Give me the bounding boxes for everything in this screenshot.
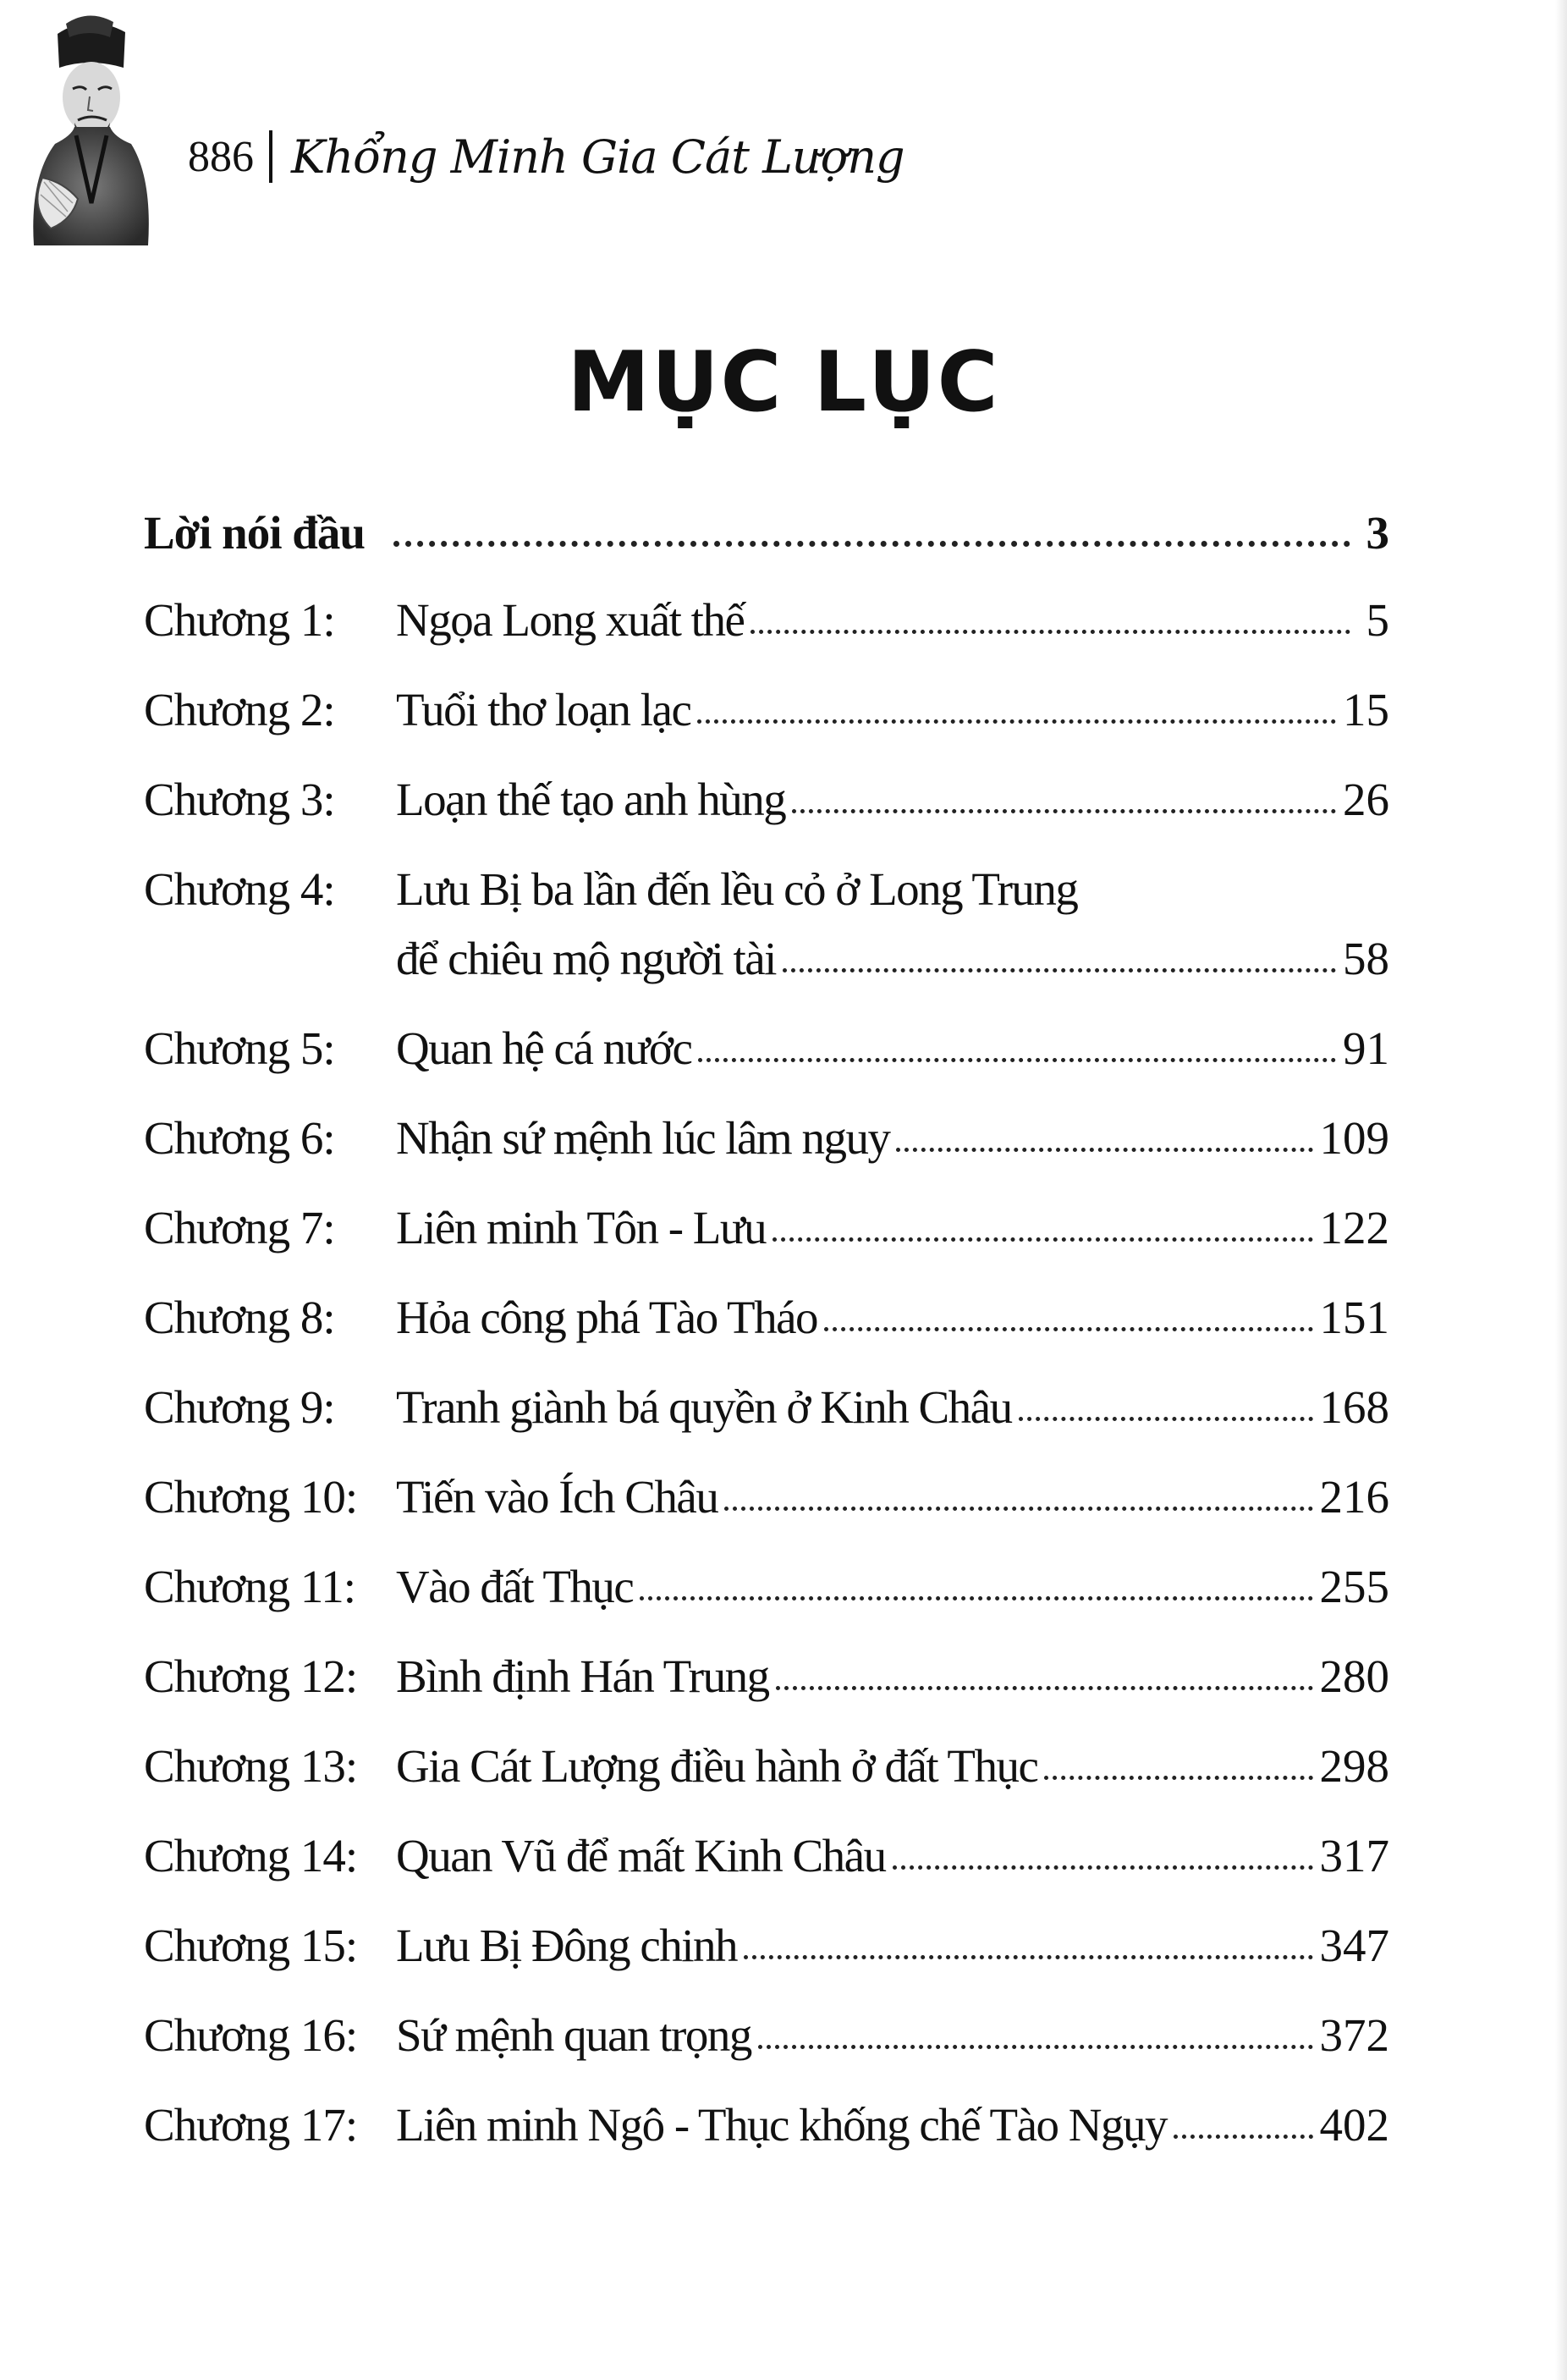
header-page-number: 886 — [188, 132, 254, 181]
toc-entry-chapter-13[interactable] — [144, 1739, 1389, 1829]
toc-entry-chapter-2[interactable] — [144, 683, 1389, 773]
toc-entry-chapter-3[interactable] — [144, 773, 1389, 862]
dot-leader — [773, 1237, 1312, 1242]
toc-chapter-page: 122 — [1319, 1202, 1389, 1253]
toc-chapter-page: 5 — [1366, 594, 1389, 646]
toc-chapter-title-continued: để chiêu mộ người tài — [396, 933, 776, 984]
toc-chapter-label: Chương 4: — [144, 863, 335, 915]
toc-chapter-title: Hỏa công phá Tào Tháo — [396, 1292, 817, 1343]
toc-entry-chapter-7[interactable] — [144, 1201, 1389, 1291]
toc-chapter-label: Chương 5: — [144, 1022, 335, 1074]
toc-chapter-title: Gia Cát Lượng điều hành ở đất Thục — [396, 1740, 1038, 1792]
toc-chapter-label: Chương 3: — [144, 774, 335, 825]
toc-chapter-label: Chương 6: — [144, 1112, 335, 1164]
toc-chapter-title: Tranh giành bá quyền ở Kinh Châu — [396, 1381, 1012, 1433]
toc-chapter-label: Chương 8: — [144, 1292, 335, 1343]
toc-chapter-label: Chương 9: — [144, 1381, 335, 1433]
toc-chapter-page: 216 — [1319, 1471, 1389, 1523]
dot-leader — [758, 2045, 1313, 2049]
toc-chapter-label: Chương 12: — [144, 1650, 358, 1702]
toc-chapter-title: Nhận sứ mệnh lúc lâm nguy — [396, 1112, 890, 1164]
header-book-title: Khổng Minh Gia Cát Lượng — [291, 129, 904, 184]
dot-leader — [697, 719, 1336, 724]
toc-entry-chapter-11[interactable] — [144, 1560, 1389, 1650]
toc-chapter-label: Chương 13: — [144, 1740, 358, 1792]
dot-leader — [724, 1507, 1312, 1511]
toc-chapter-title: Tiến vào Ích Châu — [396, 1471, 718, 1523]
table-of-contents — [144, 506, 1389, 2188]
toc-entry-chapter-9[interactable] — [144, 1380, 1389, 1470]
toc-chapter-page: 109 — [1319, 1112, 1389, 1164]
toc-chapter-title: Bình định Hán Trung — [396, 1650, 769, 1702]
toc-entry-chapter-8[interactable] — [144, 1291, 1389, 1380]
dot-leader — [1019, 1417, 1313, 1421]
dot-leader — [792, 809, 1336, 813]
toc-entry-intro[interactable] — [144, 506, 1389, 593]
toc-chapter-title: Loạn thế tạo anh hùng — [396, 774, 786, 825]
toc-chapter-page: 347 — [1319, 1920, 1389, 1971]
toc-chapter-label: Chương 16: — [144, 2009, 358, 2061]
toc-chapter-page: 26 — [1343, 774, 1389, 825]
dot-leader — [751, 630, 1350, 634]
toc-chapter-label: Chương 7: — [144, 1202, 335, 1253]
toc-chapter-page: 298 — [1319, 1740, 1389, 1792]
toc-entry-label: Lời nói đầu — [144, 507, 365, 559]
toc-entry-chapter-16[interactable] — [144, 2008, 1389, 2098]
toc-entry-chapter-17[interactable] — [144, 2098, 1389, 2188]
toc-entry-chapter-15[interactable] — [144, 1919, 1389, 2008]
dot-leader — [783, 968, 1336, 972]
dot-leader — [896, 1148, 1312, 1152]
toc-chapter-title: Tuổi thơ loạn lạc — [396, 684, 691, 735]
dot-leader — [1044, 1776, 1312, 1780]
toc-entry-chapter-14[interactable] — [144, 1829, 1389, 1919]
dot-leader — [393, 541, 1350, 547]
toc-chapter-label: Chương 14: — [144, 1830, 358, 1881]
toc-chapter-page: 15 — [1343, 684, 1389, 735]
toc-chapter-page: 168 — [1319, 1381, 1389, 1433]
toc-chapter-page: 402 — [1319, 2099, 1389, 2151]
toc-chapter-label: Chương 1: — [144, 594, 335, 646]
dot-leader — [893, 1865, 1313, 1870]
dot-leader — [640, 1596, 1312, 1600]
toc-chapter-label: Chương 10: — [144, 1471, 358, 1523]
toc-chapter-title: Ngọa Long xuất thế — [396, 594, 745, 646]
toc-entry-chapter-12[interactable] — [144, 1650, 1389, 1739]
toc-chapter-page: 58 — [1343, 933, 1389, 984]
toc-chapter-title: Vào đất Thục — [396, 1561, 634, 1612]
dot-leader — [776, 1686, 1313, 1690]
toc-chapter-title: Lưu Bị ba lần đến lều cỏ ở Long Trung — [396, 863, 1078, 915]
toc-entry-chapter-1[interactable] — [144, 593, 1389, 683]
toc-entry-page: 3 — [1366, 507, 1389, 559]
header-separator — [269, 130, 272, 183]
toc-chapter-page: 280 — [1319, 1650, 1389, 1702]
toc-chapter-page: 91 — [1343, 1022, 1389, 1074]
toc-chapter-label: Chương 2: — [144, 684, 335, 735]
dot-leader — [1174, 2135, 1313, 2139]
toc-entry-chapter-5[interactable] — [144, 1022, 1389, 1111]
toc-chapter-title: Quan hệ cá nước — [396, 1022, 692, 1074]
toc-chapter-page: 151 — [1319, 1292, 1389, 1343]
scholar-portrait-icon — [25, 8, 152, 250]
toc-entry-chapter-10[interactable] — [144, 1470, 1389, 1560]
toc-chapter-label: Chương 15: — [144, 1920, 358, 1971]
toc-chapter-title: Liên minh Tôn - Lưu — [396, 1202, 767, 1253]
toc-chapter-label: Chương 11: — [144, 1561, 356, 1612]
toc-entry-chapter-6[interactable] — [144, 1111, 1389, 1201]
toc-chapter-page: 317 — [1319, 1830, 1389, 1881]
toc-heading: MỤC LỤC — [567, 334, 1000, 431]
dot-leader — [698, 1058, 1336, 1062]
toc-chapter-page: 372 — [1319, 2009, 1389, 2061]
toc-chapter-title: Sứ mệnh quan trọng — [396, 2009, 751, 2061]
toc-chapter-page: 255 — [1319, 1561, 1389, 1612]
toc-entry-chapter-4[interactable] — [144, 862, 1389, 1022]
toc-chapter-title: Lưu Bị Đông chinh — [396, 1920, 738, 1971]
dot-leader — [744, 1955, 1312, 1959]
running-header — [188, 118, 904, 195]
toc-chapter-title: Liên minh Ngô - Thục khống chế Tào Ngụy — [396, 2099, 1167, 2151]
dot-leader — [824, 1327, 1313, 1331]
toc-chapter-label: Chương 17: — [144, 2099, 358, 2151]
toc-chapter-title: Quan Vũ để mất Kinh Châu — [396, 1830, 886, 1881]
